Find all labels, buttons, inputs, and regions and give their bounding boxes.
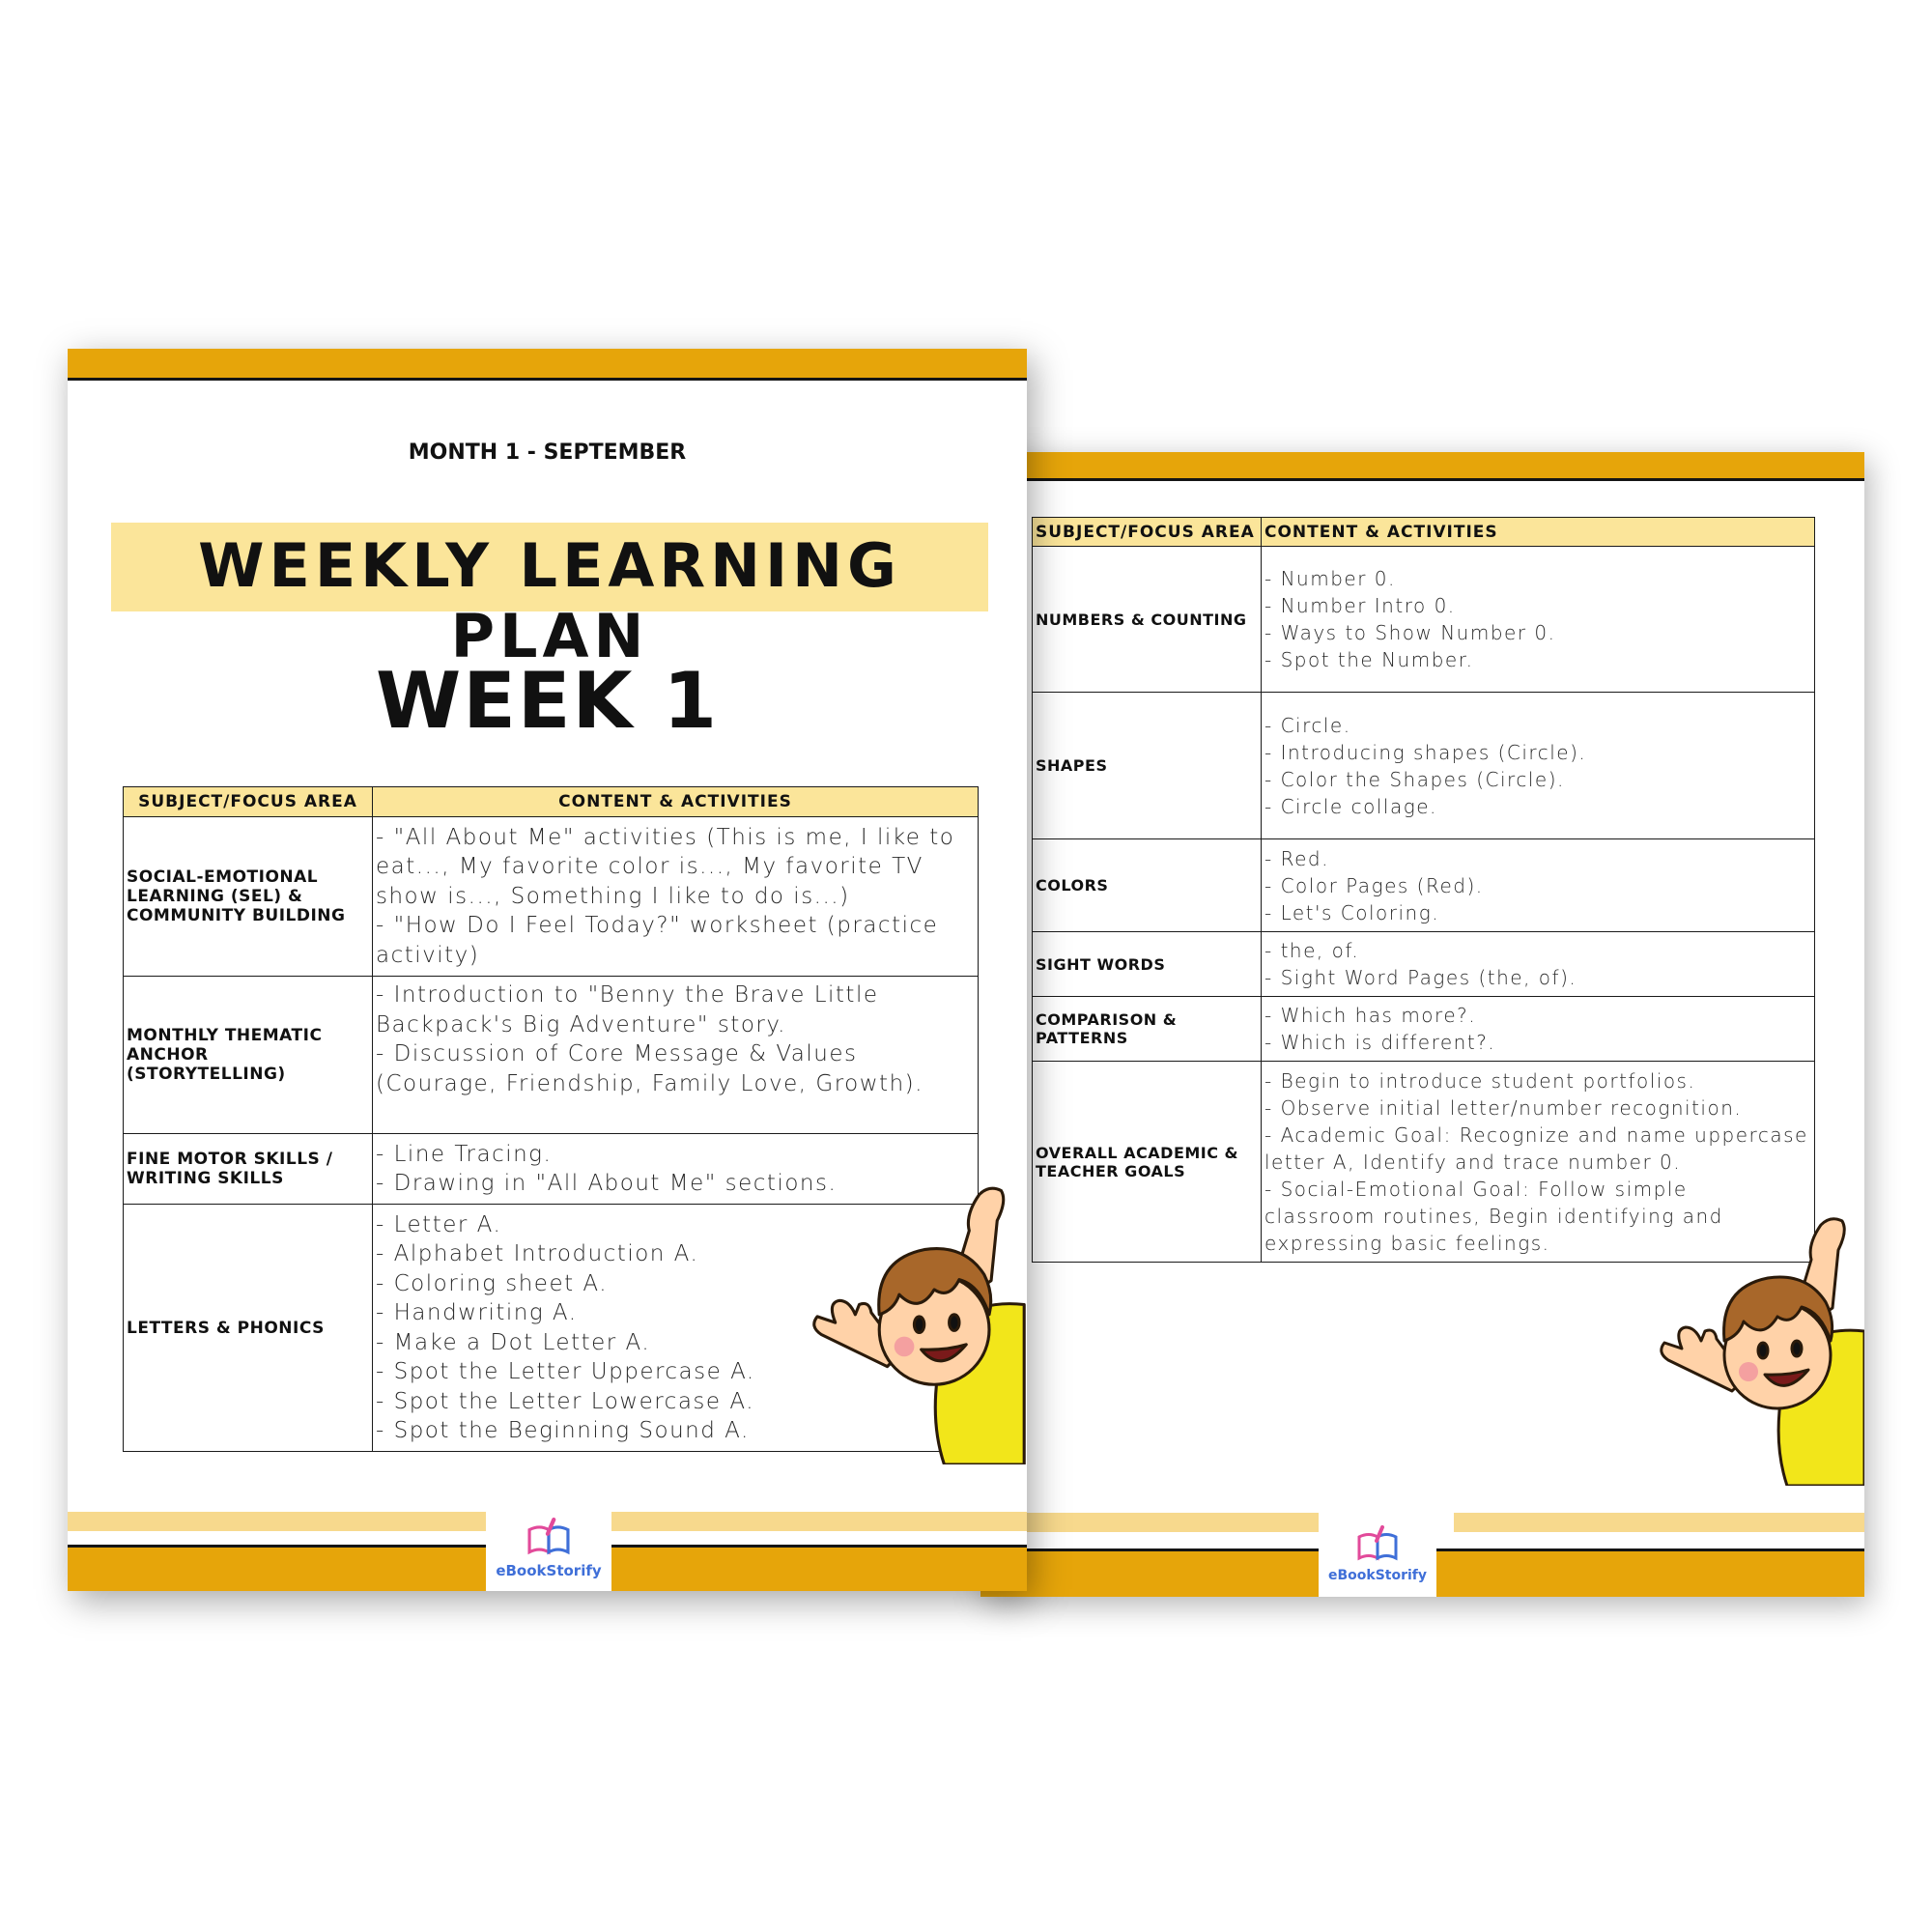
ebookstorify-logo xyxy=(1319,1520,1436,1597)
content-line: - Alphabet Introduction A. xyxy=(376,1241,699,1266)
table-row xyxy=(124,817,979,977)
content-cell xyxy=(1262,547,1815,693)
subject-line: LETTERS & PHONICS xyxy=(127,1318,325,1338)
subject-line: WRITING SKILLS xyxy=(127,1169,284,1188)
header-subject: SUBJECT/FOCUS AREA xyxy=(1033,518,1262,547)
content-line: - Spot the Letter Lowercase A. xyxy=(376,1388,754,1414)
subject-line: COMMUNITY BUILDING xyxy=(127,906,346,925)
subject-line: TEACHER GOALS xyxy=(1036,1161,1186,1180)
title-band xyxy=(111,523,988,671)
table-row xyxy=(1033,547,1815,693)
subject-line: FINE MOTOR SKILLS / xyxy=(127,1150,333,1169)
top-rule xyxy=(68,378,1027,381)
subject-line: COLORS xyxy=(1036,876,1109,895)
subject-line: OVERALL ACADEMIC & xyxy=(1036,1143,1239,1162)
content-line: - "All About Me" activities (This is me, I like to xyxy=(376,824,955,850)
content-line: - Color Pages (Red). xyxy=(1264,873,1484,897)
content-line: - Coloring sheet A. xyxy=(376,1270,609,1296)
subject-line: PATTERNS xyxy=(1036,1029,1128,1047)
table-header-row xyxy=(124,787,979,817)
ebookstorify-logo xyxy=(486,1514,611,1591)
footer-light-bar-left xyxy=(980,1513,1319,1532)
content-line: show is..., Something I like to do is...) xyxy=(376,883,850,909)
top-rule xyxy=(980,478,1864,481)
content-line: - Social-Emotional Goal: Follow simple xyxy=(1264,1177,1688,1201)
plan-page-1 xyxy=(68,349,1027,1591)
top-gold-bar xyxy=(68,349,1027,378)
content-cell xyxy=(1262,693,1815,839)
content-cell xyxy=(373,977,979,1134)
table-row xyxy=(1033,693,1815,839)
subject-cell xyxy=(124,977,373,1134)
content-line: Backpack's Big Adventure" story. xyxy=(376,1011,786,1037)
subject-cell xyxy=(124,817,373,977)
content-line: - Sight Word Pages (the, of). xyxy=(1264,966,1577,989)
subject-line: ANCHOR xyxy=(127,1045,209,1065)
content-line: - Number 0. xyxy=(1264,567,1396,590)
content-line: - Let's Coloring. xyxy=(1264,900,1440,924)
footer-light-bar-right xyxy=(1454,1513,1864,1532)
content-cell xyxy=(1262,839,1815,932)
content-line: - Spot the Beginning Sound A. xyxy=(376,1418,750,1443)
page-title: WEEKLY LEARNING PLAN xyxy=(198,530,901,671)
table-row xyxy=(124,977,979,1134)
content-line: - Red. xyxy=(1264,846,1329,870)
open-book-logo-icon xyxy=(1353,1525,1402,1564)
subject-cell xyxy=(1033,547,1262,693)
content-line: - Begin to introduce student portfolios. xyxy=(1264,1068,1696,1093)
subject-cell xyxy=(1033,839,1262,932)
logo-text: eBookStorify xyxy=(1327,1568,1428,1583)
content-line: - Introducing shapes (Circle). xyxy=(1264,740,1587,764)
content-line: - Introduction to "Benny the Brave Little xyxy=(376,982,879,1008)
subject-line: MONTHLY THEMATIC xyxy=(127,1026,323,1045)
content-line: - Spot the Letter Uppercase A. xyxy=(376,1359,755,1384)
top-gold-bar xyxy=(980,452,1864,478)
subject-line: NUMBERS & COUNTING xyxy=(1036,610,1247,629)
content-line: - Discussion of Core Message & Values xyxy=(376,1041,858,1066)
content-line: (Courage, Friendship, Family Love, Growth). xyxy=(376,1070,923,1096)
content-line: eat..., My favorite color is..., My favorite TV xyxy=(376,854,923,880)
content-line: letter A, Identify and trace number 0. xyxy=(1264,1150,1682,1174)
open-book-logo-icon xyxy=(523,1518,575,1558)
plan-page-2 xyxy=(980,452,1864,1597)
header-content: CONTENT & ACTIVITIES xyxy=(373,787,979,817)
content-line: - Handwriting A. xyxy=(376,1300,578,1325)
content-line: - the, of. xyxy=(1264,939,1360,962)
content-line: - Drawing in "All About Me" sections. xyxy=(376,1171,838,1196)
content-line: activity) xyxy=(376,942,480,968)
content-cell xyxy=(1262,932,1815,997)
header-subject: SUBJECT/FOCUS AREA xyxy=(124,787,373,817)
subject-cell xyxy=(124,1134,373,1205)
content-line: - Circle. xyxy=(1264,713,1351,737)
subject-cell xyxy=(1033,932,1262,997)
subject-cell xyxy=(1033,1062,1262,1263)
table-row xyxy=(1033,839,1815,932)
content-line: - Observe initial letter/number recognition. xyxy=(1264,1095,1743,1120)
content-line: - Which has more?. xyxy=(1264,1004,1477,1027)
header-content: CONTENT & ACTIVITIES xyxy=(1262,518,1815,547)
content-cell xyxy=(1262,997,1815,1062)
content-line: - Make a Dot Letter A. xyxy=(376,1329,651,1355)
waving-boy-illustration xyxy=(1657,1206,1864,1486)
content-line: - Academic Goal: Recognize and name uppercase xyxy=(1264,1122,1808,1147)
subject-cell xyxy=(124,1205,373,1452)
subject-cell xyxy=(1033,997,1262,1062)
logo-text: eBookStorify xyxy=(496,1562,602,1579)
month-label: MONTH 1 - SEPTEMBER xyxy=(408,440,687,465)
content-line: - Color the Shapes (Circle). xyxy=(1264,767,1565,791)
content-line: - Line Tracing. xyxy=(376,1141,553,1167)
footer-light-bar-left xyxy=(68,1512,486,1531)
content-cell xyxy=(373,817,979,977)
subject-line: COMPARISON & xyxy=(1036,1010,1178,1029)
content-line: - Ways to Show Number 0. xyxy=(1264,621,1556,644)
table-header-row xyxy=(1033,518,1815,547)
subject-line: SIGHT WORDS xyxy=(1036,954,1166,974)
content-line: expressing basic feelings. xyxy=(1264,1231,1550,1255)
footer-light-bar-right xyxy=(611,1512,1027,1531)
subject-line: LEARNING (SEL) & xyxy=(127,887,303,906)
week-title: WEEK 1 xyxy=(375,656,720,746)
subject-line: SOCIAL-EMOTIONAL xyxy=(127,867,319,887)
content-line: - Number Intro 0. xyxy=(1264,594,1456,617)
waving-boy-illustration xyxy=(807,1175,1027,1464)
subject-cell xyxy=(1033,693,1262,839)
content-line: - Spot the Number. xyxy=(1264,648,1474,671)
content-line: - Letter A. xyxy=(376,1211,502,1237)
content-line: classroom routines, Begin identifying and xyxy=(1264,1204,1723,1228)
table-row xyxy=(1033,932,1815,997)
content-line: - Which is different?. xyxy=(1264,1031,1496,1054)
table-row xyxy=(1033,997,1815,1062)
subject-line: SHAPES xyxy=(1036,756,1108,775)
plan-table-2 xyxy=(1032,517,1815,1263)
subject-line: (STORYTELLING) xyxy=(127,1065,286,1084)
content-line: - Circle collage. xyxy=(1264,794,1437,818)
content-line: - "How Do I Feel Today?" worksheet (practice xyxy=(376,913,939,939)
